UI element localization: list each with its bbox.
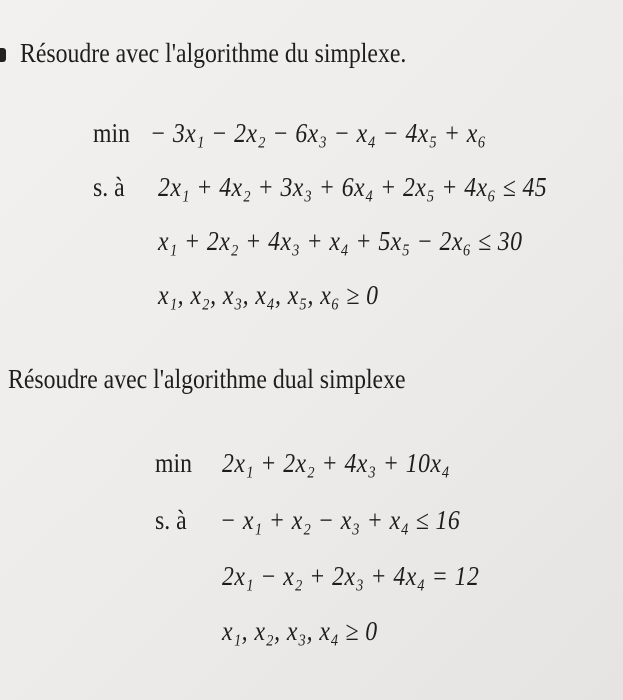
problem2-nonnegativity: x₁, x₂, x₃, x₄ ≥ 0 [222,616,378,646]
problem1-objective: − 3x₁ − 2x₂ − 6x₃ − x₄ − 4x₅ + x₆ [150,118,487,148]
problem1-constraint-2: x₁ + 2x₂ + 4x₃ + x₄ + 5x₅ − 2x₆ ≤ 30 [158,226,523,256]
bullet-mark [0,48,6,62]
problem2-min-label: min [155,448,192,478]
problem1-min-label: min [93,118,130,148]
problem1-heading: Résoudre avec l'algorithme du simplexe. [20,38,407,68]
problem2-st-label: s. à [155,505,187,535]
problem2-objective: 2x₁ + 2x₂ + 4x₃ + 10x₄ [222,448,451,478]
problem1-st-label: s. à [93,172,125,202]
problem2-heading: Résoudre avec l'algorithme dual simplexe [8,364,406,394]
problem2-constraint-1: − x₁ + x₂ − x₃ + x₄ ≤ 16 [220,505,461,535]
problem1-nonnegativity: x₁, x₂, x₃, x₄, x₅, x₆ ≥ 0 [158,280,379,310]
problem1-constraint-1: 2x₁ + 4x₂ + 3x₃ + 6x₄ + 2x₅ + 4x₆ ≤ 45 [158,172,548,202]
problem2-constraint-2: 2x₁ − x₂ + 2x₃ + 4x₄ = 12 [222,561,480,591]
